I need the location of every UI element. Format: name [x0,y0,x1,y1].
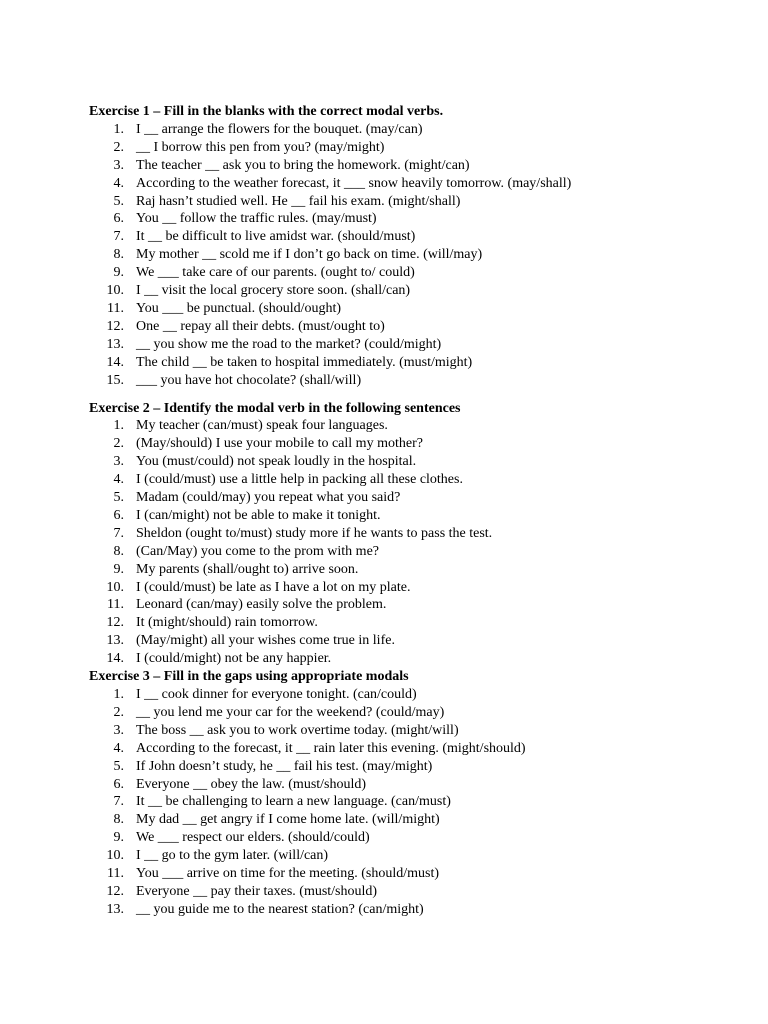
list-item [89,417,729,435]
item-text: We ___ respect our elders. (should/could) [136,830,370,846]
item-text: It __ be difficult to live amidst war. (should/must) [136,229,416,245]
item-text: It __ be challenging to learn a new language. (can/must) [136,794,451,810]
item-number: 5. [113,758,124,774]
list-item [89,543,729,561]
item-text: Everyone __ obey the law. (must/should) [136,776,367,792]
list-item [89,686,729,704]
exercise-title: Exercise 2 – Identify the modal verb in the following sentences [89,400,461,416]
item-text: It (might/should) rain tomorrow. [136,615,318,631]
item-number: 11. [107,300,124,316]
list-item [89,282,729,300]
item-number: 3. [113,722,124,738]
item-number: 4. [113,472,124,488]
item-text: I (could/must) use a little help in packing all these clothes. [136,472,463,488]
item-number: 10. [106,283,124,299]
item-number: 10. [106,579,124,595]
list-item [89,811,729,829]
list-item [89,776,729,794]
list-item [89,264,729,282]
list-item [89,579,729,597]
item-number: 7. [113,525,124,541]
item-text: __ you show me the road to the market? (could/might) [136,336,442,352]
item-number: 14. [106,651,124,667]
list-item [89,740,729,758]
item-number: 5. [113,193,124,209]
list-item [89,471,729,489]
list-item [89,157,729,175]
list-item [89,561,729,579]
item-text: __ you guide me to the nearest station? (can/might) [136,901,424,917]
list-item [89,435,729,453]
item-text: My teacher (can/must) speak four languages. [136,418,388,434]
list-item [89,525,729,543]
item-number: 4. [113,740,124,756]
item-number: 8. [113,812,124,828]
item-number: 11. [107,866,124,882]
item-number: 3. [113,454,124,470]
item-text: __ you lend me your car for the weekend? (could/may) [136,704,445,720]
item-text: The teacher __ ask you to bring the homework. (might/can) [136,157,470,173]
item-text: I __ cook dinner for everyone tonight. (can/could) [136,687,417,702]
item-text: You ___ arrive on time for the meeting. (should/must) [136,866,440,882]
list-item [89,489,729,507]
item-text: The child __ be taken to hospital immediately. (must/might) [136,354,473,370]
list-item [89,865,729,883]
item-text: I (could/might) not be any happier. [136,651,332,667]
item-text: The boss __ ask you to work overtime today. (might/will) [136,722,459,738]
list-item [89,318,729,336]
list-item [89,372,729,390]
list-item [89,883,729,901]
list-item [89,507,729,525]
list-item [89,175,729,193]
list-item [89,300,729,318]
item-number: 10. [106,848,124,864]
item-text: Raj hasn’t studied well. He __ fail his exam. (might/shall) [136,193,461,209]
item-text: ___ you have hot chocolate? (shall/will) [136,372,362,388]
item-number: 9. [113,265,124,281]
list-item [89,722,729,740]
item-text: According to the forecast, it __ rain later this evening. (might/should) [136,740,526,756]
item-text: (May/should) I use your mobile to call my mother? [136,436,423,452]
list-item [89,596,729,614]
item-number: 9. [113,561,124,577]
list-item [89,758,729,776]
item-text: Madam (could/may) you repeat what you said? [136,490,401,506]
item-number: 2. [113,436,124,452]
list-item [89,793,729,811]
list-item [89,228,729,246]
exercise-list [89,121,729,390]
item-text: My parents (shall/ought to) arrive soon. [136,561,359,577]
item-number: 3. [113,157,124,173]
item-number: 7. [113,794,124,810]
item-text: My mother __ scold me if I don’t go back on time. (will/may) [136,247,483,263]
list-item [89,704,729,722]
item-text: I __ arrange the flowers for the bouquet. (may/can) [136,121,423,137]
exercise-title: Exercise 1 – Fill in the blanks with the correct modal verbs. [89,104,444,119]
item-number: 6. [113,776,124,792]
list-item [89,901,729,919]
item-text: (Can/May) you come to the prom with me? [136,543,379,559]
worksheet-page [89,103,729,919]
item-number: 8. [113,543,124,559]
list-item [89,193,729,211]
item-text: One __ repay all their debts. (must/ought to) [136,318,385,334]
list-item [89,614,729,632]
exercise-3 [89,668,729,919]
item-number: 1. [113,418,124,434]
item-number: 7. [113,229,124,245]
item-number: 12. [106,318,124,334]
item-text: You __ follow the traffic rules. (may/must) [136,211,377,227]
item-number: 1. [113,687,124,702]
list-item [89,650,729,668]
item-number: 13. [106,336,124,352]
list-item [89,847,729,865]
list-item [89,632,729,650]
list-item [89,139,729,157]
item-text: I __ visit the local grocery store soon. (shall/can) [136,283,411,299]
item-text: If John doesn’t study, he __ fail his test. (may/might) [136,758,433,774]
item-text: (May/might) all your wishes come true in life. [136,633,395,649]
item-text: I (can/might) not be able to make it tonight. [136,507,381,523]
item-number: 15. [106,372,124,388]
item-text: You ___ be punctual. (should/ought) [136,300,342,316]
list-item [89,453,729,471]
item-text: My dad __ get angry if I come home late. (will/might) [136,812,440,828]
item-text: We ___ take care of our parents. (ought to/ could) [136,265,415,281]
item-text: I (could/must) be late as I have a lot on my plate. [136,579,411,595]
list-item [89,246,729,264]
item-text: You (must/could) not speak loudly in the hospital. [136,454,417,470]
list-item [89,336,729,354]
exercise-2 [89,400,729,669]
exercise-1 [89,103,729,390]
item-text: Everyone __ pay their taxes. (must/should) [136,883,378,899]
item-text: Sheldon (ought to/must) study more if he wants to pass the test. [136,525,493,541]
item-number: 2. [113,139,124,155]
item-number: 13. [106,901,124,917]
item-number: 8. [113,247,124,263]
item-number: 11. [107,597,124,613]
item-text: I __ go to the gym later. (will/can) [136,848,329,864]
item-number: 6. [113,507,124,523]
list-item [89,121,729,139]
item-number: 5. [113,490,124,506]
exercise-list [89,417,729,668]
item-number: 1. [113,121,124,137]
exercise-title: Exercise 3 – Fill in the gaps using appropriate modals [89,669,409,685]
item-text: According to the weather forecast, it ___ snow heavily tomorrow. (may/shall) [136,175,572,191]
list-item [89,210,729,228]
list-item [89,354,729,372]
item-number: 2. [113,704,124,720]
item-number: 14. [106,354,124,370]
exercise-list [89,686,729,919]
item-number: 12. [106,615,124,631]
item-text: __ I borrow this pen from you? (may/might) [136,139,385,155]
item-number: 6. [113,211,124,227]
item-number: 13. [106,633,124,649]
item-text: Leonard (can/may) easily solve the problem. [136,597,387,613]
list-item [89,829,729,847]
item-number: 12. [106,883,124,899]
item-number: 4. [113,175,124,191]
item-number: 9. [113,830,124,846]
